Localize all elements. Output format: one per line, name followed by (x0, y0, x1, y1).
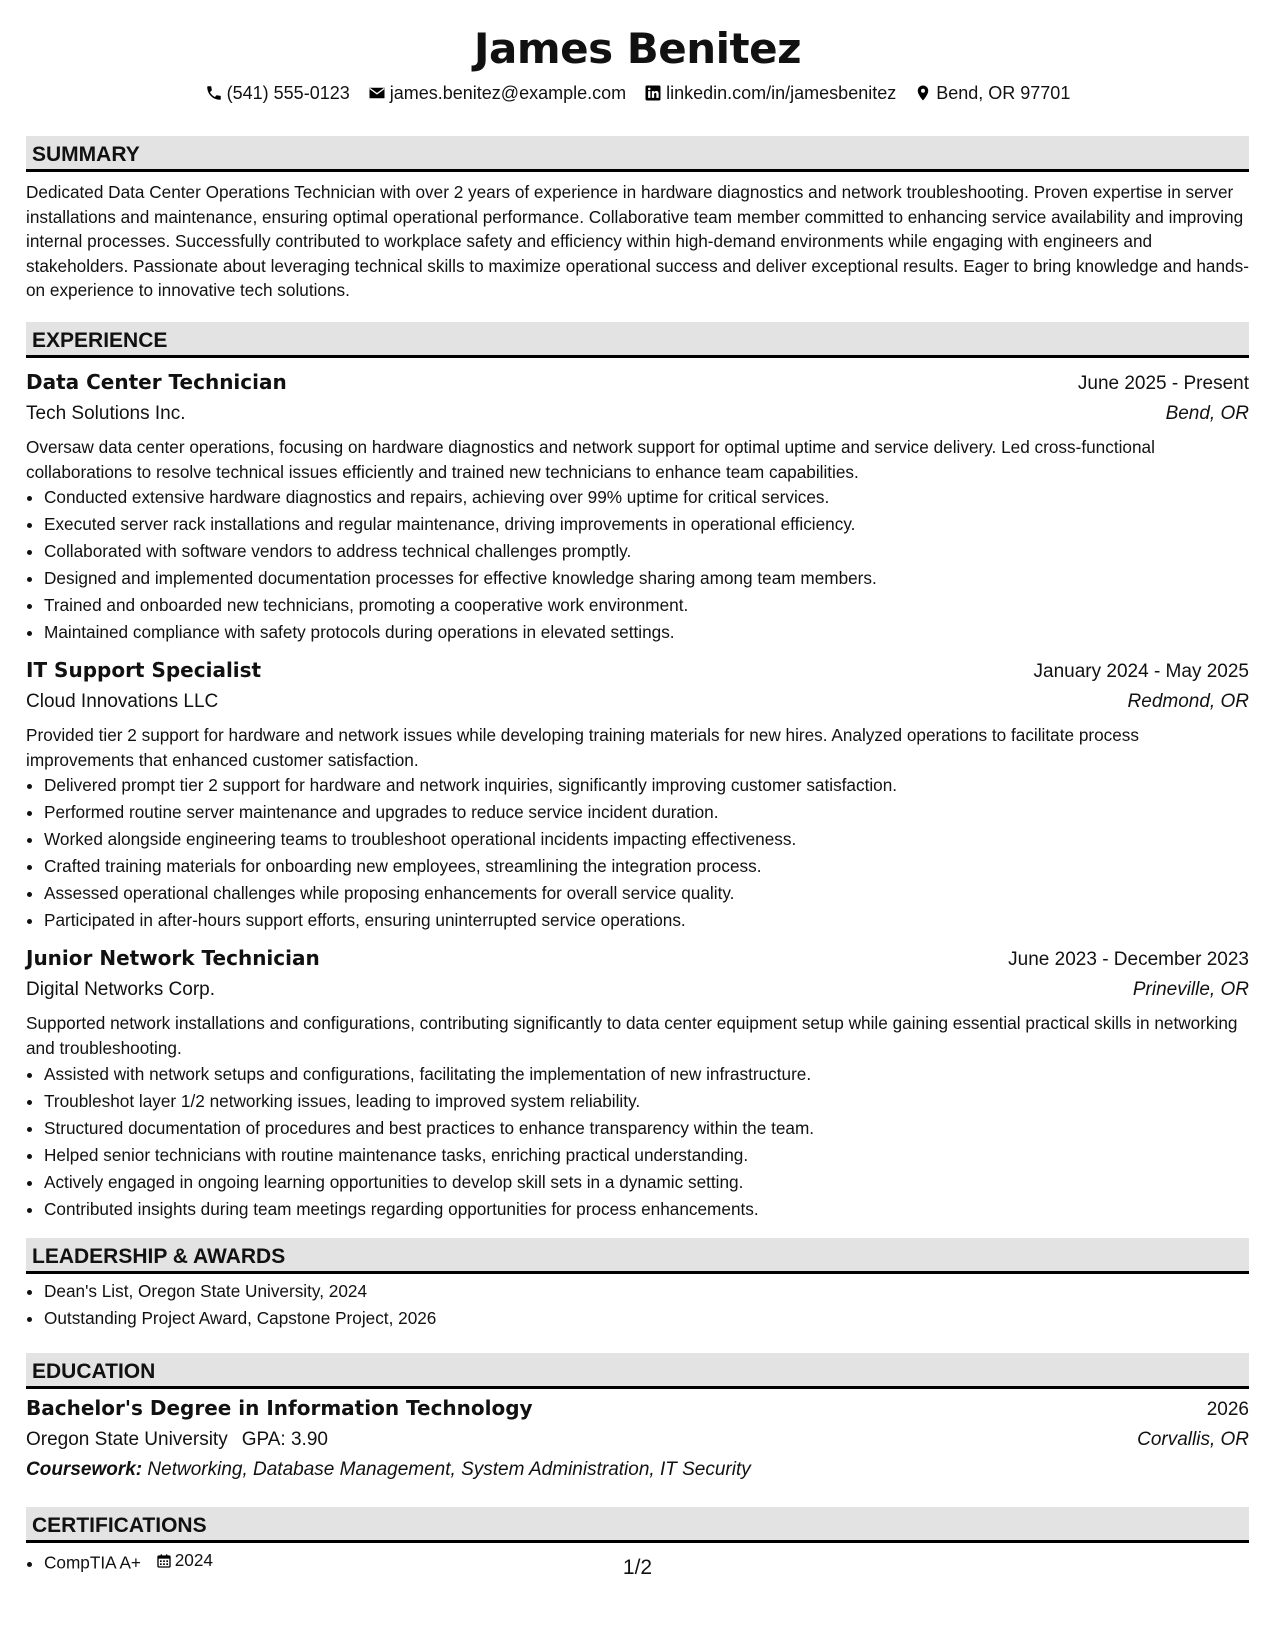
envelope-icon (368, 84, 386, 102)
list-item: • Designed and implemented documentation processes for effective knowledge sharing among team members. (44, 565, 1249, 592)
job-company: Cloud Innovations LLC (26, 691, 219, 713)
school-location: Corvallis, OR (1137, 1429, 1249, 1450)
leadership-section (26, 1238, 1249, 1332)
list-item: • Conducted extensive hardware diagnostics and repairs, achieving over 99% uptime for critical services. (44, 484, 1249, 511)
list-item: • Assessed operational challenges while proposing enhancements for overall service quality. (44, 880, 1249, 907)
leadership-heading: LEADERSHIP & AWARDS (26, 1238, 1249, 1274)
job-description: Provided tier 2 support for hardware and network issues while developing training materials for new hires. Analyzed operations to facilitate process improvements that enhanced customer satisfaction. (26, 725, 1139, 770)
list-item: • Troubleshot layer 1/2 networking issues, leading to improved system reliability. (44, 1088, 1249, 1115)
job-title: Junior Network Technician (26, 946, 320, 971)
page-number: 1/2 (622, 1556, 653, 1579)
job-title: Data Center Technician (26, 370, 287, 394)
location-text: Bend, OR 97701 (936, 82, 1071, 103)
awards-list (26, 1278, 1249, 1332)
summary-text: Dedicated Data Center Operations Technician with over 2 years of experience in hardware diagnostics and network troubleshooting. Proven expertise in server installations and maintenance, ensuring optimal operational performance. Collaborative team member committed to enhancing service availability and improving internal processes. Successfully contributed to workplace safety and efficiency within high-demand environments while engaging with engineers and stakeholders. Passionate about leveraging technical skills to maximize operational success and deliver exceptional results. Eager to bring knowledge and hands-on experience to innovative tech solutions. (26, 182, 1249, 301)
degree: Bachelor's Degree in Information Technology (26, 1396, 533, 1420)
list-item: • Structured documentation of procedures and best practices to enhance transparency within the team. (44, 1115, 1249, 1142)
candidate-name: James Benitez (473, 24, 802, 73)
summary-section (26, 136, 1249, 303)
list-item: • Collaborated with software vendors to address technical challenges promptly. (44, 538, 1249, 565)
list-item: • Dean's List, Oregon State University, 2024 (44, 1278, 1249, 1305)
job-description: Oversaw data center operations, focusing on hardware diagnostics and network support for optimal uptime and service delivery. Led cross-functional collaborations to resolve technical issues efficiently and trained new technicians to enhance team capabilities. (26, 437, 1155, 482)
job-location: Bend, OR (1165, 403, 1249, 424)
linkedin-icon (644, 84, 662, 102)
gpa: GPA: 3.90 (241, 1429, 328, 1450)
linkedin-text[interactable]: linkedin.com/in/jamesbenitez (666, 82, 897, 103)
job-bullets (26, 484, 1249, 646)
contact-phone (205, 83, 350, 104)
certifications-heading: CERTIFICATIONS (26, 1507, 1249, 1543)
map-pin-icon (914, 84, 932, 102)
job-company: Tech Solutions Inc. (26, 403, 186, 424)
summary-heading: SUMMARY (26, 136, 1249, 172)
list-item: • Outstanding Project Award, Capstone Project, 2026 (44, 1305, 1249, 1332)
certification-name: CompTIA A+ (44, 1552, 141, 1573)
list-item: • Executed server rack installations and regular maintenance, driving improvements in operational efficiency. (44, 511, 1249, 538)
job-dates: June 2025 - Present (1077, 373, 1249, 394)
list-item: • Maintained compliance with safety protocols during operations in elevated settings. (44, 619, 1249, 646)
job-entry (26, 367, 1249, 646)
job-dates: June 2023 - December 2023 (1008, 949, 1249, 971)
education-section (26, 1353, 1249, 1485)
education-heading: EDUCATION (26, 1353, 1249, 1389)
job-bullets (26, 1061, 1249, 1223)
list-item: • Assisted with network setups and configurations, facilitating the implementation of new infrastructure. (44, 1061, 1249, 1088)
list-item: • Crafted training materials for onboarding new employees, streamlining the integration process. (44, 853, 1249, 880)
phone-text: (541) 555-0123 (226, 82, 350, 103)
coursework (26, 1455, 1249, 1485)
list-item: • Delivered prompt tier 2 support for hardware and network inquiries, significantly improving customer satisfaction. (44, 772, 1249, 799)
job-dates: January 2024 - May 2025 (1033, 661, 1249, 683)
contact-location (914, 83, 1070, 104)
list-item: • Performed routine server maintenance and upgrades to reduce service incident duration. (44, 799, 1249, 826)
phone-icon (205, 84, 223, 102)
job-company: Digital Networks Corp. (26, 979, 215, 1001)
list-item: • Actively engaged in ongoing learning opportunities to develop skill sets in a dynamic setting. (44, 1169, 1249, 1196)
graduation-year: 2026 (1206, 1399, 1249, 1420)
experience-heading: EXPERIENCE (26, 322, 1249, 358)
job-entry (26, 655, 1249, 934)
contact-email[interactable] (368, 83, 626, 104)
coursework-list: Networking, Database Management, System Administration, IT Security (147, 1459, 751, 1480)
job-entry (26, 943, 1249, 1222)
list-item: • Contributed insights during team meetings regarding opportunities for process enhancements. (44, 1196, 1249, 1223)
job-description: Supported network installations and configurations, contributing significantly to data center equipment setup while gaining essential practical skills in networking and troubleshooting. (26, 1013, 1238, 1058)
school-line (26, 1425, 328, 1455)
list-item: • Worked alongside engineering teams to troubleshoot operational incidents impacting effectiveness. (44, 826, 1249, 853)
list-item: • Trained and onboarded new technicians, promoting a cooperative work environment. (44, 592, 1249, 619)
certification-year: 2024 (174, 1550, 213, 1570)
school-name: Oregon State University (26, 1429, 228, 1450)
contact-linkedin[interactable] (644, 83, 896, 104)
job-location: Prineville, OR (1132, 979, 1249, 1001)
experience-section (26, 322, 1249, 1223)
coursework-label: Coursework: (26, 1459, 143, 1480)
job-bullets (26, 772, 1249, 934)
contact-bar (26, 80, 1249, 106)
resume-page (26, 0, 1249, 1650)
job-title: IT Support Specialist (26, 658, 262, 683)
email-text[interactable]: james.benitez@example.com (389, 82, 627, 103)
list-item: • Participated in after-hours support efforts, ensuring uninterrupted service operations. (44, 907, 1249, 934)
job-location: Redmond, OR (1127, 691, 1249, 713)
education-entry (26, 1393, 1249, 1485)
list-item: • Helped senior technicians with routine maintenance tasks, enriching practical understanding. (44, 1142, 1249, 1169)
